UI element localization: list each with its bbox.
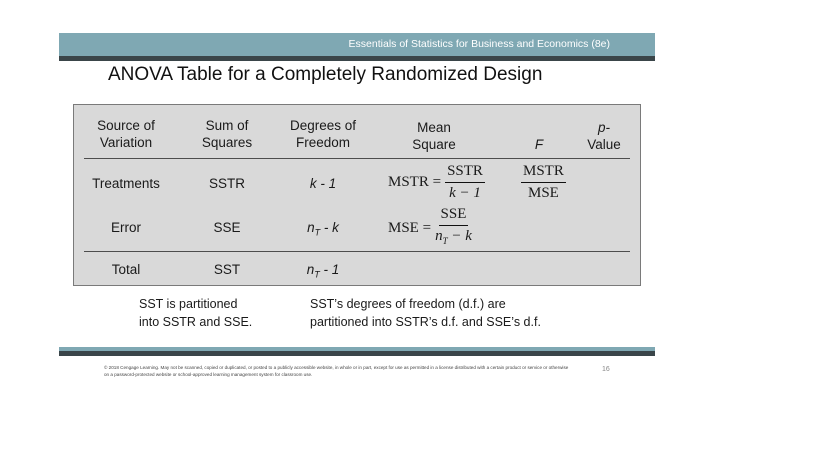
row-treatments-ss: SSTR [208, 176, 245, 191]
mse-den-rest: − k [447, 228, 472, 244]
row-total-ss: SST [213, 262, 241, 277]
book-title: Essentials of Statistics for Business and Economics (8e) [348, 38, 610, 50]
mse-fraction [435, 206, 472, 250]
f-denominator: MSE [528, 185, 559, 201]
header-ss-line1: Sum of [205, 118, 249, 133]
header-ms [394, 119, 474, 153]
mstr-denominator: k − 1 [449, 185, 481, 201]
header-f: F [534, 137, 544, 152]
error-df-rest: - k [320, 220, 339, 235]
row-treatments-source: Treatments [92, 176, 160, 191]
header-p-line2: Value [587, 137, 621, 152]
anova-table [73, 104, 641, 286]
row-total-df [280, 261, 366, 284]
row-treatments-ms [388, 163, 485, 202]
header-ms-line1: Mean [417, 120, 451, 135]
mse-den-n: n [435, 228, 443, 244]
row-treatments-df: k - 1 [309, 176, 337, 191]
footer-rule [59, 351, 655, 356]
header-df-line1: Degrees of [289, 118, 357, 133]
header-divider [84, 158, 630, 159]
row-error-df [280, 219, 366, 242]
row-error-source: Error [111, 220, 141, 235]
mse-den-sub: T [442, 236, 448, 246]
mstr-fraction [445, 163, 485, 202]
header-band [59, 33, 655, 56]
total-df-n: n [306, 262, 315, 277]
header-source [84, 117, 168, 151]
header-source-line1: Source of [97, 118, 155, 133]
row-total-source: Total [111, 262, 141, 277]
header-ms-line2: Square [412, 137, 456, 152]
mstr-lhs: MSTR = [388, 174, 442, 190]
note-right-line2: partitioned into SSTR’s d.f. and SSE’s d.f. [310, 315, 541, 329]
copyright-notice: © 2018 Cengage Learning. May not be scanned, copied or duplicated, or posted to a publicly accessible website, in whole or in part, except for use as permitted in a license distributed with a certain product or service or otherwise on a password-protected website or school-approved learning management system for classroom use. [104, 365, 569, 377]
mstr-numerator: SSTR [445, 163, 485, 183]
f-fraction [521, 163, 566, 202]
header-df-line2: Freedom [295, 135, 351, 150]
mse-lhs: MSE = [388, 219, 432, 236]
page-number: 16 [602, 366, 610, 373]
total-df-sub: T [314, 269, 320, 280]
error-df-sub: T [314, 227, 321, 238]
header-source-line2: Variation [99, 135, 153, 150]
header-p-line1: p- [597, 120, 610, 135]
row-error-ms [388, 206, 472, 250]
header-rule [59, 56, 655, 61]
note-right [310, 295, 541, 331]
header-ss [190, 117, 264, 151]
note-left [139, 295, 252, 331]
row-error-ss: SSE [213, 220, 241, 235]
total-df-rest: - 1 [319, 262, 340, 277]
header-ss-line2: Squares [201, 135, 253, 150]
mse-numerator: SSE [439, 206, 469, 226]
mse-denominator [435, 226, 472, 250]
header-p [579, 119, 629, 153]
note-left-line2: into SSTR and SSE. [139, 315, 253, 329]
note-right-line1: SST’s degrees of freedom (d.f.) are [310, 297, 506, 311]
header-df [280, 117, 366, 151]
error-df-n: n [307, 220, 315, 235]
note-left-line1: SST is partitioned [139, 297, 238, 311]
row-treatments-f [521, 163, 566, 202]
total-divider [84, 251, 630, 252]
f-numerator: MSTR [521, 163, 566, 183]
slide-title: ANOVA Table for a Completely Randomized Design [108, 64, 543, 85]
